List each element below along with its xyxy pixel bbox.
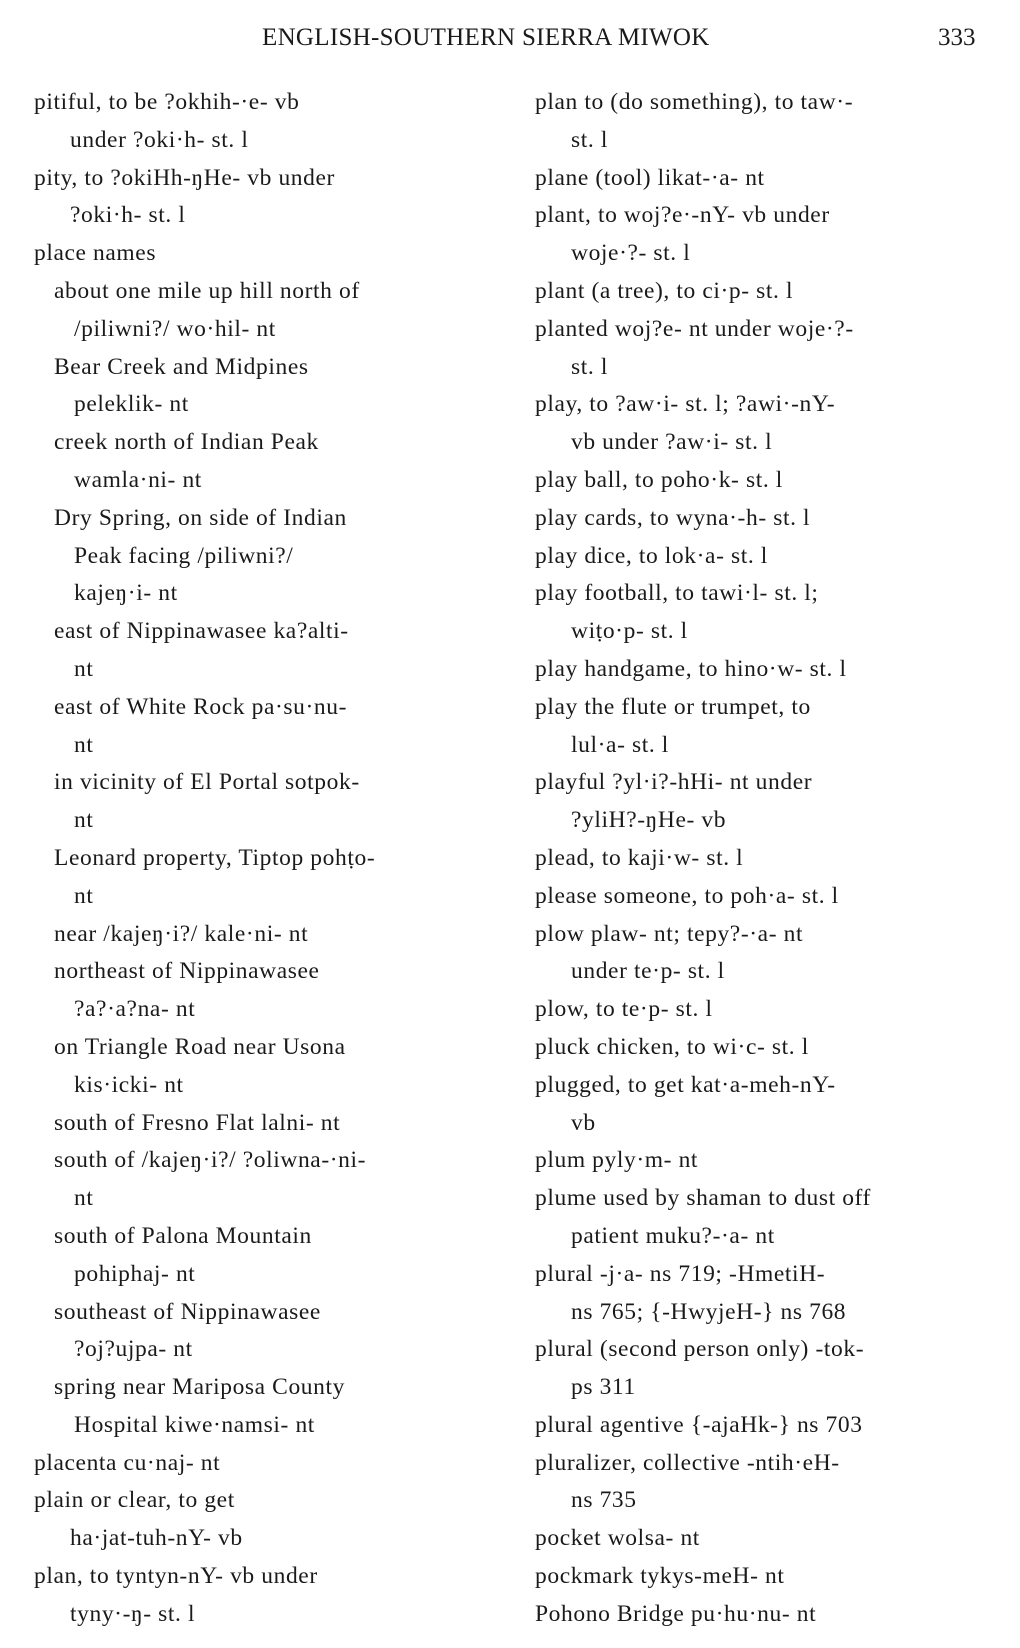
entry-headword-line: pluck chicken, to wi·c- st. l [535,1033,809,1060]
entry-headword-line: pity, to ?okiHh-ŋHe- vb under [34,164,335,191]
entry-line: northeast of Nippinawasee [54,958,320,985]
entry-line: ps 311 [571,1374,636,1401]
entry-line: patient muku?-·a- nt [571,1222,775,1249]
entry-line: peleklik- nt [74,391,189,418]
entry-line: Peak facing /piliwni?/ [74,542,294,569]
entry-line: Bear Creek and Midpines [54,353,309,380]
entry-headword-line: plan to (do something), to taw·- [535,89,854,115]
entry-line: on Triangle Road near Usona [54,1033,346,1060]
entry-headword-line: playful ?yl·i?-hHi- nt under [535,769,813,796]
entry-line: nt [74,882,94,909]
entry-line: south of Fresno Flat lalni- nt [54,1109,341,1136]
entry-line: kajeŋ·i- nt [74,580,178,607]
entry-headword-line: play dice, to lok·a- st. l [535,542,768,569]
right-column [535,84,1005,1634]
entry-line: nt [74,1185,94,1212]
entry-line: nt [74,731,94,758]
entry-headword-line: pocket wolsa- nt [535,1525,700,1552]
entry-line: wiṭo·p- st. l [571,618,688,645]
entry-line: ?oj?ujpa- nt [74,1336,193,1363]
entry-line: Hospital kiwe·namsi- nt [74,1411,315,1438]
entry-headword-line: play ball, to poho·k- st. l [535,466,783,493]
entry-headword-line: plural -j·a- ns 719; -HmetiH- [535,1260,826,1287]
entry-headword-line: Pohono Bridge pu·hu·nu- nt [535,1600,817,1627]
entry-headword-line: plow plaw- nt; tepy?-·a- nt [535,920,804,947]
entry-headword-line: plum pyly·m- nt [535,1147,699,1174]
entry-headword-line: plural (second person only) -tok- [535,1336,865,1363]
entry-line: in vicinity of El Portal sotpok- [54,769,360,796]
entry-line: south of /kajeŋ·i?/ ?oliwna-·ni- [54,1147,367,1174]
entry-line: woje·?- st. l [571,240,691,267]
entry-line: lul·a- st. l [571,731,669,758]
entry-line: st. l [571,126,608,153]
entry-line: ns 735 [571,1487,637,1514]
entry-line: spring near Mariposa County [54,1374,345,1401]
entry-headword-line: plan, to tyntyn-nY- vb under [34,1563,318,1590]
entry-headword-line: plain or clear, to get [34,1487,235,1514]
entry-headword-line: plead, to kaji·w- st. l [535,844,744,871]
entry-headword-line: plant (a tree), to ci·p- st. l [535,277,794,304]
entry-line: east of White Rock pa·su·nu- [54,693,348,720]
entry-headword-line: play football, to tawi·l- st. l; [535,580,819,607]
entry-headword-line: plow, to te·p- st. l [535,996,713,1023]
entry-headword-line: pitiful, to be ?okhih-·e- vb [34,89,300,115]
entry-line: nt [74,807,94,834]
entry-headword-line: plugged, to get kat·a-meh-nY- [535,1071,836,1098]
entry-headword-line: plant, to woj?e·-nY- vb under [535,202,830,229]
entry-line: near /kajeŋ·i?/ kale·ni- nt [54,920,309,947]
entry-line: under te·p- st. l [571,958,725,985]
entry-headword-line: play, to ?aw·i- st. l; ?awi·-nY- [535,391,836,418]
entry-line: ?yliH?-ŋHe- vb [571,807,727,834]
entry-headword-line: place names [34,240,157,267]
entry-line: east of Nippinawasee ka?alti- [54,618,349,645]
left-column [34,84,504,1634]
entry-line: ?oki·h- st. l [70,202,186,229]
page-title: ENGLISH-SOUTHERN SIERRA MIWOK [262,24,710,51]
entry-headword-line: play the flute or trumpet, to [535,693,811,720]
entry-headword-line: planted woj?e- nt under woje·?- [535,315,854,342]
entry-line: ns 765; {-HwyjeH-} ns 768 [571,1298,847,1325]
entry-line: pohiphaj- nt [74,1260,196,1287]
entry-headword-line: plane (tool) likat-·a- nt [535,164,765,191]
entry-line: Leonard property, Tiptop pohṭo- [54,844,376,871]
entry-headword-line: play cards, to wyna·-h- st. l [535,504,811,531]
entry-line: nt [74,655,94,682]
entry-headword-line: please someone, to poh·a- st. l [535,882,839,909]
entry-line: south of Palona Mountain [54,1222,312,1249]
entry-line: southeast of Nippinawasee [54,1298,321,1325]
page-number: 333 [938,24,976,51]
entry-line: creek north of Indian Peak [54,429,319,456]
page-header [0,24,1020,64]
entry-headword-line: play handgame, to hino·w- st. l [535,655,847,682]
entry-line: vb under ?aw·i- st. l [571,429,773,456]
entry-line: wamla·ni- nt [74,466,202,493]
entry-headword-line: pockmark tykys-meH- nt [535,1563,785,1590]
entry-line: ha·jat-tuh-nY- vb [70,1525,243,1552]
entry-line: Dry Spring, on side of Indian [54,504,347,531]
entry-line: about one mile up hill north of [54,277,360,304]
entry-line: kis·icki- nt [74,1071,184,1098]
entry-line: vb [571,1109,596,1136]
entry-line: under ?oki·h- st. l [70,126,249,153]
entry-line: st. l [571,353,608,380]
entry-headword-line: plume used by shaman to dust off [535,1185,871,1212]
entry-line: /piliwni?/ wo·hil- nt [74,315,276,342]
entry-line: ?a?·a?na- nt [74,996,196,1023]
entry-headword-line: plural agentive {-ajaHk-} ns 703 [535,1411,863,1438]
entry-line: tyny·-ŋ- st. l [70,1600,196,1627]
entry-headword-line: placenta cu·naj- nt [34,1449,221,1476]
entry-headword-line: pluralizer, collective -ntih·eH- [535,1449,840,1476]
